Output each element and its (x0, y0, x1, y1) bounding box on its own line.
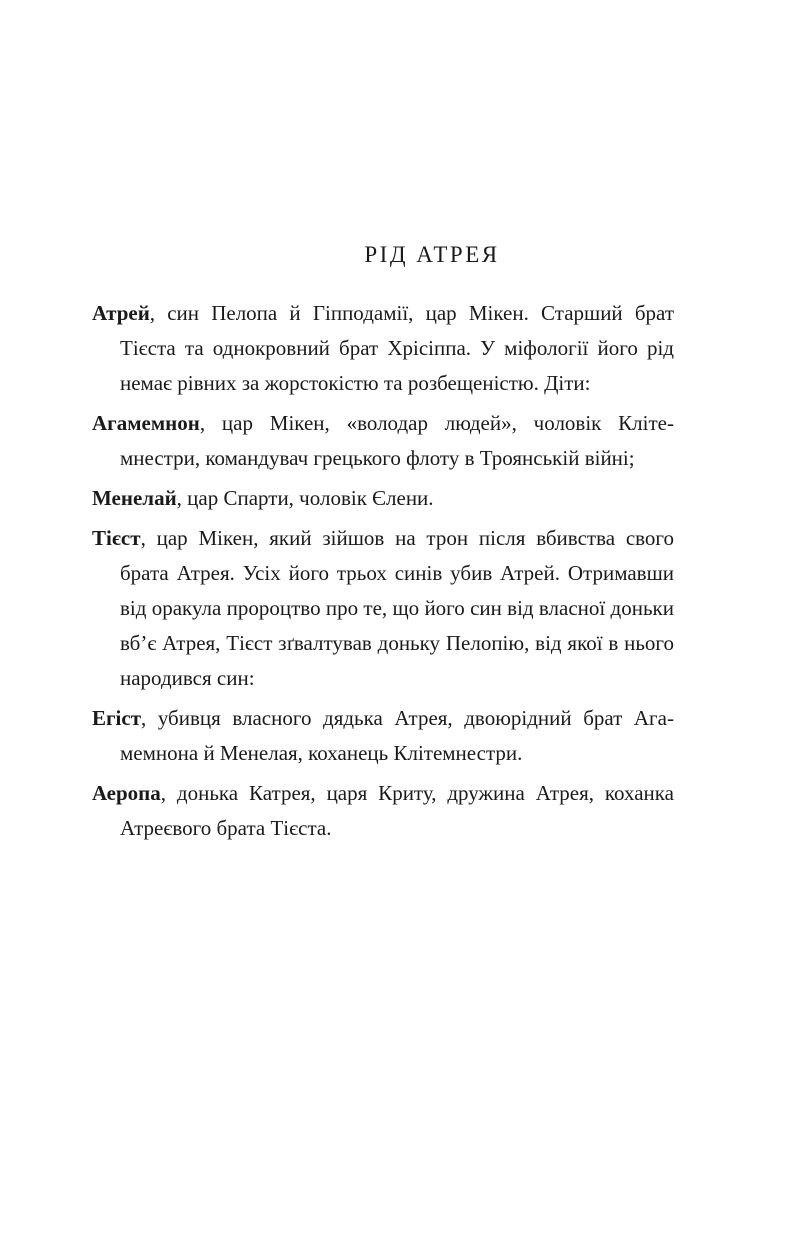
entry-description: , син Пелопа й Гіпподамії, цар Мікен. Старший брат Тієста та однокровний брат Хрісіппа. У міфології його рід немає рівних за жорстокістю та розбещеністю. Діти: (120, 301, 674, 395)
entry-atreus (92, 296, 674, 401)
entry-name: Аеропа (92, 781, 161, 805)
entry-agamemnon (92, 406, 674, 476)
entry-description: , цар Мікен, «володар людей», чоловік Клітемнестри, командувач грецького флоту в Троянській війні; (120, 411, 674, 470)
entry-menelaus (92, 481, 674, 516)
entry-name: Тієст (92, 526, 141, 550)
entry-name: Агамемнон (92, 411, 200, 435)
entry-description: , цар Спарти, чоловік Єлени. (176, 486, 434, 510)
entry-name: Менелай (92, 486, 177, 510)
entry-aerope (92, 776, 674, 846)
entry-description: , цар Мікен, який зійшов на трон після вбивства свого брата Атрея. Усіх його трьох синів убив Атрей. Отримавши від оракула пророцтво про те, що його син від власної доньки вб’є Атрея, Тієст зґвалтував доньку Пелопію, від якої в нього народився син: (120, 526, 674, 690)
entry-aegisthus (92, 701, 674, 771)
entry-name: Атрей (92, 301, 150, 325)
entry-description: , убивця власного дядька Атрея, двоюрідний брат Агамемнона й Менелая, коханець Клітемнестри. (120, 706, 674, 765)
genealogy-list (92, 296, 674, 851)
entry-description: , донька Катрея, царя Криту, дружина Атрея, коханка Атреєвого брата Тієста. (120, 781, 674, 840)
entry-name: Егіст (92, 706, 142, 730)
entry-thyestes (92, 521, 674, 696)
chapter-title: РІД АТРЕЯ (364, 242, 500, 267)
